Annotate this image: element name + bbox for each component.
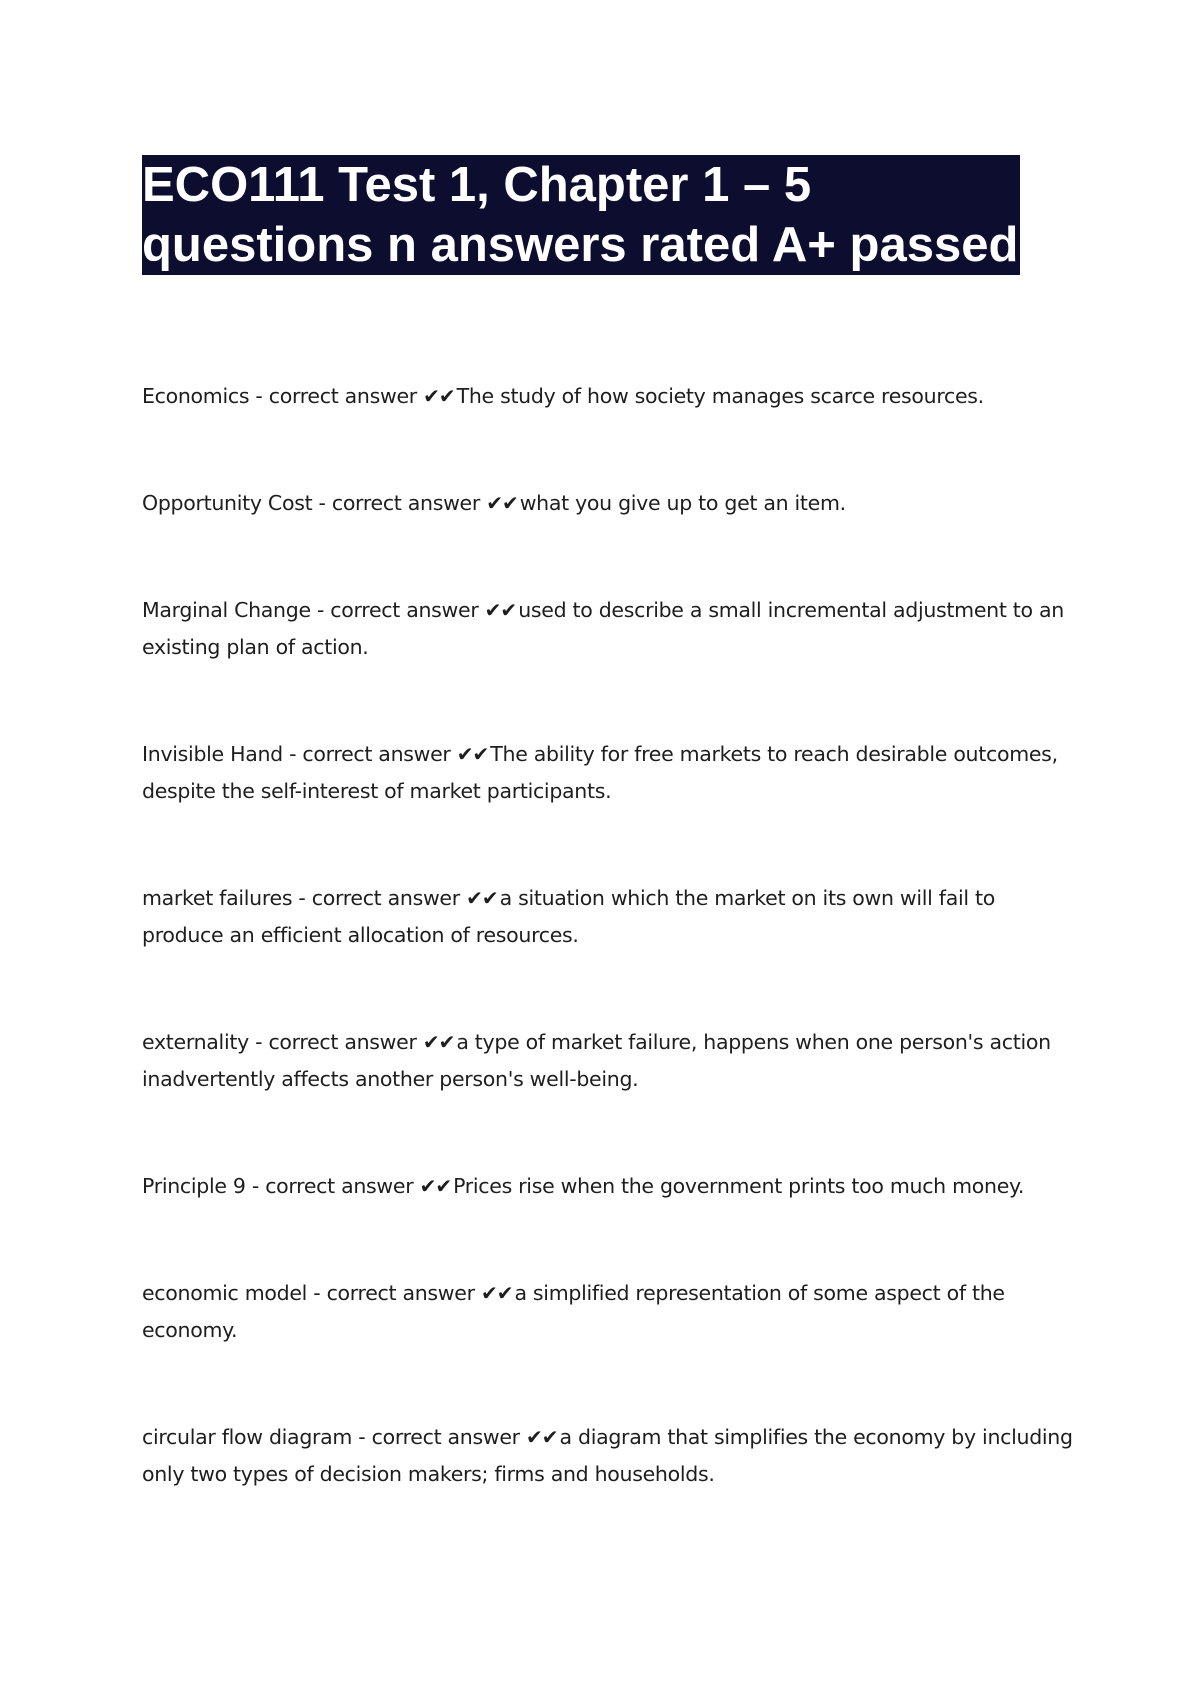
qa-separator: - correct answer (249, 384, 424, 408)
double-check-icon: ✔✔ (525, 1425, 558, 1449)
qa-term: externality (142, 1030, 249, 1054)
qa-term: Marginal Change (142, 598, 311, 622)
double-check-icon: ✔✔ (484, 598, 517, 622)
qa-term: Principle 9 (142, 1174, 246, 1198)
qa-separator: - correct answer (310, 598, 485, 622)
double-check-icon: ✔✔ (422, 1030, 455, 1054)
qa-item (142, 378, 1082, 415)
qa-separator: - correct answer (307, 1281, 481, 1305)
qa-answer: Prices rise when the government prints too much money. (453, 1174, 1025, 1198)
qa-term: Economics (142, 384, 250, 408)
qa-answer: a diagram that simplifies the economy by including only two types of decision makers; firms and households. (142, 1425, 1073, 1486)
qa-answer: used to describe a small incremental adjustment to an existing plan of action. (142, 598, 1064, 659)
qa-separator: - correct answer (352, 1425, 526, 1449)
double-check-icon: ✔✔ (423, 384, 455, 408)
qa-item (142, 736, 1082, 810)
double-check-icon: ✔✔ (480, 1281, 513, 1305)
qa-separator: - correct answer (282, 742, 457, 766)
qa-item (142, 880, 1082, 954)
qa-separator: - correct answer (245, 1174, 420, 1198)
qa-answer: a simplified representation of some aspect of the economy. (142, 1281, 1005, 1342)
qa-item (142, 592, 1082, 666)
qa-term: circular flow diagram (142, 1425, 353, 1449)
qa-item (142, 485, 1082, 522)
double-check-icon: ✔✔ (456, 742, 489, 766)
qa-answer: The ability for free markets to reach desirable outcomes, despite the self-interest of market participants. (142, 742, 1058, 803)
double-check-icon: ✔✔ (466, 886, 498, 910)
qa-answer: what you give up to get an item. (519, 491, 846, 515)
qa-term: Opportunity Cost (142, 491, 313, 515)
double-check-icon: ✔✔ (486, 491, 518, 515)
qa-item (142, 1168, 1082, 1205)
qa-item (142, 1419, 1082, 1493)
double-check-icon: ✔✔ (419, 1174, 452, 1198)
document-title-line-2: questions n answers rated A+ passed (142, 218, 1019, 272)
qa-list (142, 378, 1082, 1493)
qa-answer: a situation which the market on its own will fail to produce an efficient allocation of resources. (142, 886, 995, 947)
qa-item (142, 1024, 1082, 1098)
document-title (142, 155, 1020, 275)
qa-answer: The study of how society manages scarce resources. (456, 384, 984, 408)
qa-term: economic model (142, 1281, 308, 1305)
qa-answer: a type of market failure, happens when one person's action inadvertently affects another person's well-being. (142, 1030, 1051, 1091)
qa-term: market failures (142, 886, 293, 910)
qa-item (142, 1275, 1082, 1349)
qa-separator: - correct answer (248, 1030, 423, 1054)
qa-separator: - correct answer (292, 886, 467, 910)
document-title-line-1: ECO111 Test 1, Chapter 1 – 5 (142, 158, 812, 212)
qa-term: Invisible Hand (142, 742, 283, 766)
qa-separator: - correct answer (312, 491, 487, 515)
